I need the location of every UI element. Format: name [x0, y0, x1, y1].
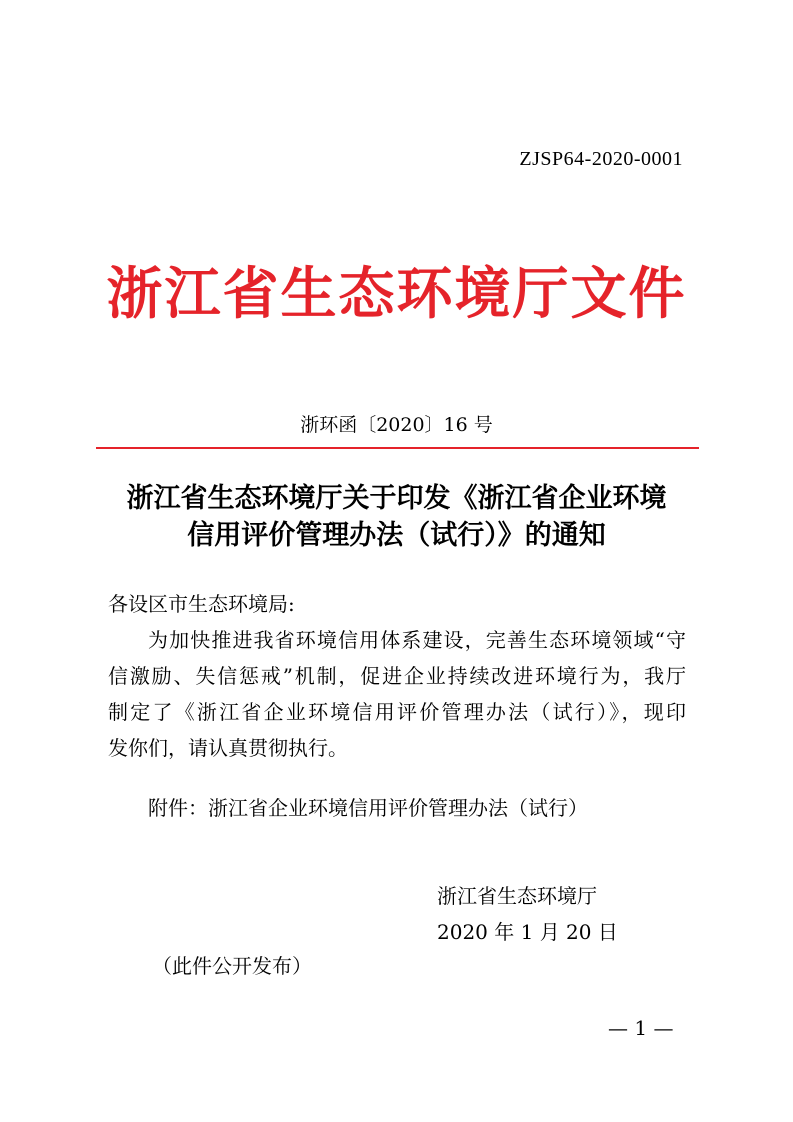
notice-title-line-1: 浙江省生态环境厅关于印发《浙江省企业环境	[126, 483, 667, 514]
paragraph-line: 为加快推进我省环境信用体系建设，完善生态环境领域“守	[148, 628, 686, 652]
paragraph-line: 制定了《浙江省企业环境信用评价管理办法（试行）》，现印	[108, 700, 686, 724]
attachment-note: 附件：浙江省企业环境信用评价管理办法（试行）	[148, 796, 588, 820]
issuer-title: 浙江省生态环境厅文件	[106, 261, 687, 327]
document-number: 浙环函〔2020〕16 号	[300, 414, 493, 436]
red-divider-line	[96, 447, 699, 449]
body-paragraph	[108, 622, 686, 766]
notice-title	[0, 480, 793, 554]
addressee: 各设区市生态环境局:	[108, 592, 295, 616]
signing-organization: 浙江省生态环境厅	[437, 884, 597, 908]
signing-date: 2020 年 1 月 20 日	[437, 920, 618, 944]
disclosure-note: （此件公开发布）	[152, 954, 312, 978]
page-number: — 1 —	[608, 1016, 674, 1040]
notice-title-line-2: 信用评价管理办法（试行）》的通知	[187, 520, 606, 551]
paragraph-line: 发你们，请认真贯彻执行。	[108, 736, 348, 760]
document-code: ZJSP64-2020-0001	[519, 148, 683, 170]
paragraph-line: 信激励、失信惩戒”机制，促进企业持续改进环境行为，我厅	[108, 664, 686, 688]
